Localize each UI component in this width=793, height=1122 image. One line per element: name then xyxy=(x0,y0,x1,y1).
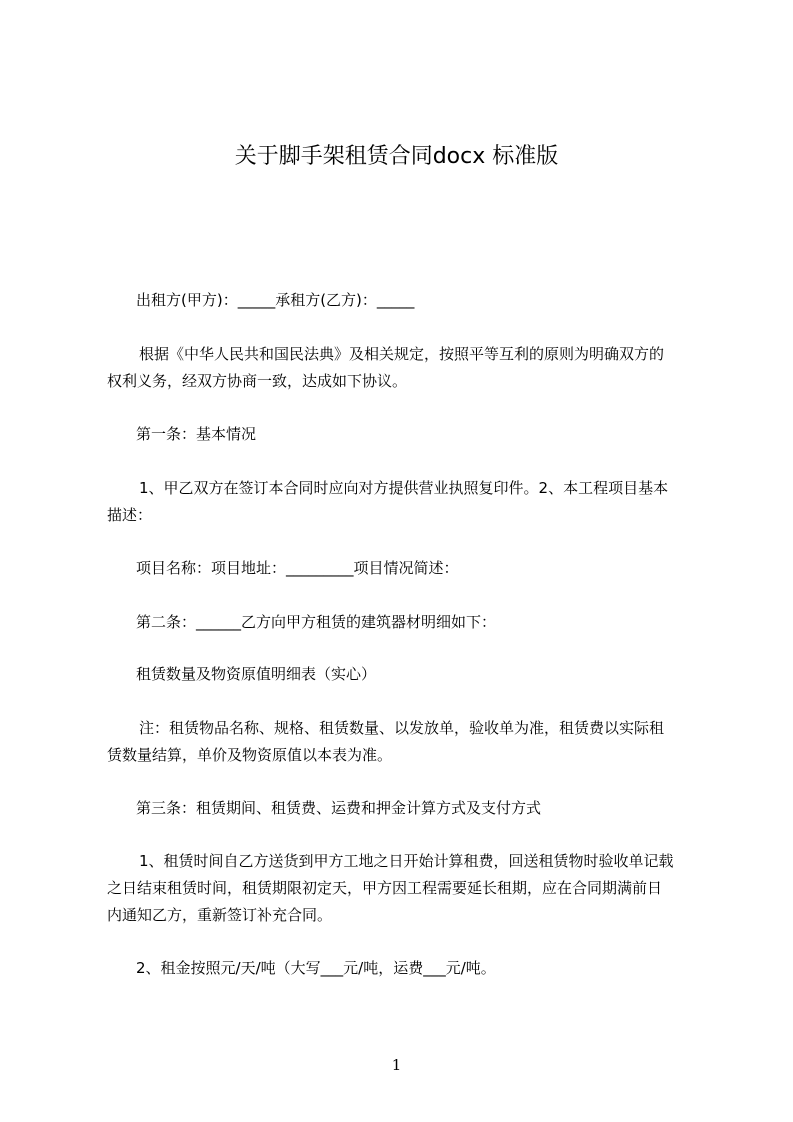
rent-price-paragraph xyxy=(136,955,676,982)
article-three-heading xyxy=(136,795,676,822)
paragraph-line: 项目名称：项目地址：_________项目情况简述： xyxy=(136,559,459,577)
paragraph-line: 描述： xyxy=(107,506,153,524)
page-number: 1 xyxy=(391,1056,402,1074)
paragraph-line: 第三条：租赁期间、租赁费、运费和押金计算方式及支付方式 xyxy=(136,799,542,817)
party-names-paragraph xyxy=(136,287,676,314)
paragraph-line: 第一条：基本情况 xyxy=(136,425,257,443)
paragraph-line: 之日结束租赁时间，租赁期限初定天，甲方因工程需要延长租期，应在合同期满前日 xyxy=(107,879,663,897)
paragraph-line: 出租方(甲方)：_____承租方(乙方)：_____ xyxy=(136,291,415,309)
paragraph-line: 赁数量结算，单价及物资原值以本表为准。 xyxy=(107,746,393,764)
paragraph-line: 2、租金按照元/天/吨（大写___元/吨，运费___元/吨。 xyxy=(136,959,496,977)
intro-paragraph xyxy=(107,341,676,395)
project-info-paragraph xyxy=(136,555,676,582)
paragraph-line: 1、租赁时间自乙方送货到甲方工地之日开始计算租费，回送租赁物时验收单记载 xyxy=(139,852,674,870)
article-one-clause-paragraph xyxy=(107,475,676,529)
paragraph-line: 权利义务，经双方协商一致，达成如下协议。 xyxy=(107,372,408,390)
paragraph-line: 1、甲乙双方在签订本合同时应向对方提供营业执照复印件。2、本工程项目基本 xyxy=(139,479,669,497)
paragraph-line: 注：租赁物品名称、规格、租赁数量、以发放单，验收单为准，租赁费以实际租 xyxy=(139,719,665,737)
rental-table-caption xyxy=(136,661,676,688)
article-two-heading xyxy=(136,609,676,636)
note-paragraph xyxy=(107,715,676,769)
article-one-heading xyxy=(136,421,676,448)
rental-period-paragraph xyxy=(107,848,676,929)
paragraph-line: 根据《中华人民共和国民法典》及相关规定，按照平等互利的原则为明确双方的 xyxy=(139,345,665,363)
document-title: 关于脚手架租赁合同docx 标准版 xyxy=(234,144,559,169)
paragraph-line: 租赁数量及物资原值明细表（实心） xyxy=(136,665,377,683)
paragraph-line: 第二条：______乙方向甲方租赁的建筑器材明细如下： xyxy=(136,613,497,631)
paragraph-line: 内通知乙方，重新签订补充合同。 xyxy=(107,906,333,924)
